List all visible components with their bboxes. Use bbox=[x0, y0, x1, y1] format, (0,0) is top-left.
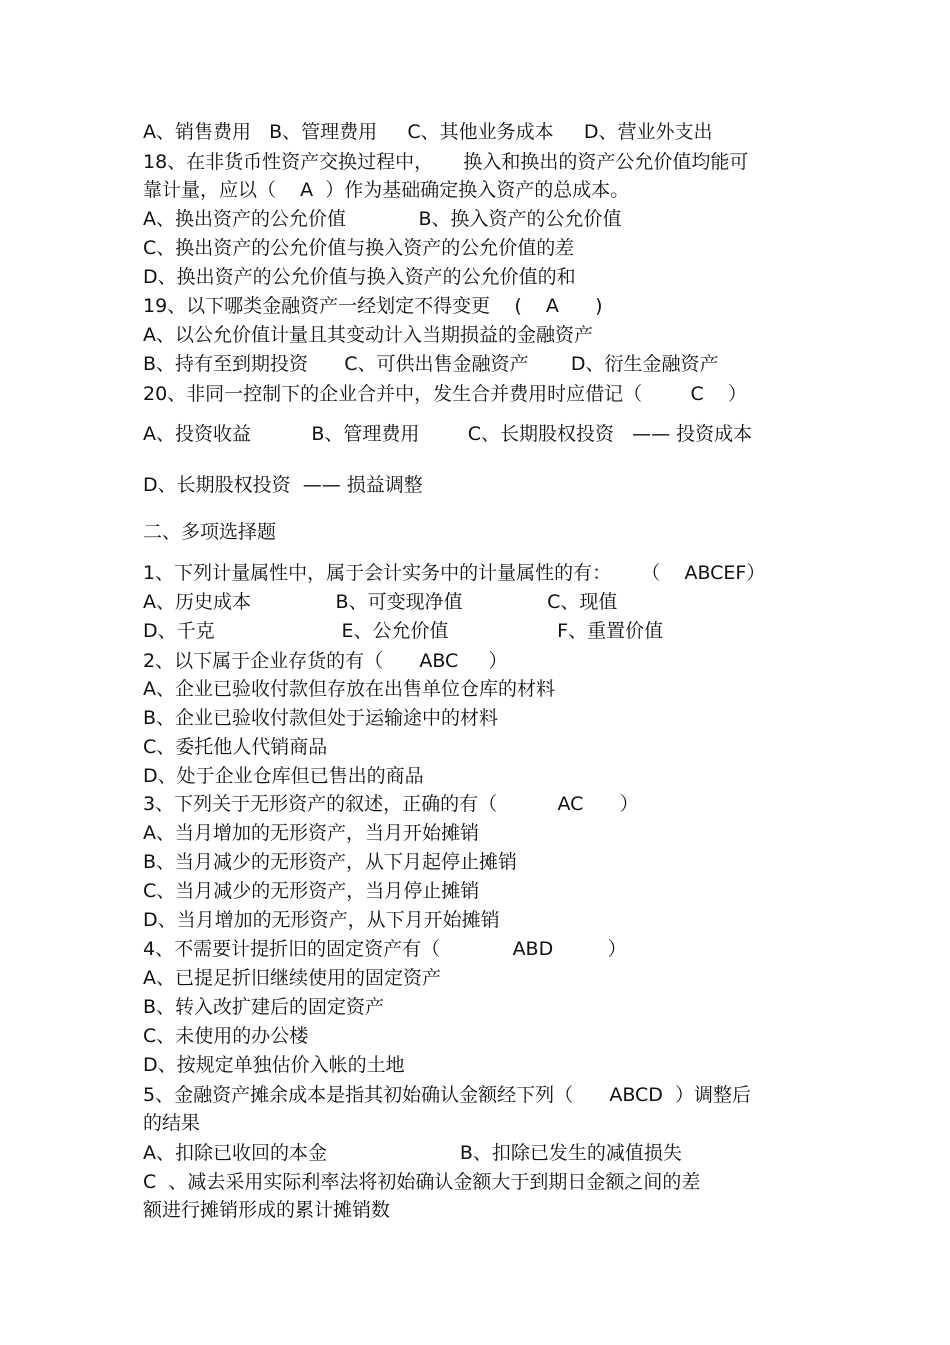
question-19: 19、以下哪类金融资产一经划定不得变更 ( A ) bbox=[143, 295, 603, 317]
question-m1: 1、下列计量属性中，属于会计实务中的计量属性的有： （ ABCEF） bbox=[143, 562, 766, 584]
question-18-line-1: 18、在非货币性资产交换过程中， 换入和换出的资产公允价值均能可 bbox=[143, 151, 749, 173]
question-18-line-2: 靠计量，应以（ A ）作为基础确定换入资产的总成本。 bbox=[143, 179, 630, 201]
option-line-q18-ab: A、换出资产的公允价值 B、换入资产的公允价值 bbox=[143, 208, 622, 230]
option-line-m4-d: D、按规定单独估价入帐的土地 bbox=[143, 1054, 405, 1076]
option-line-m2-d: D、处于企业仓库但已售出的商品 bbox=[143, 765, 424, 787]
option-line-m5-c-2: 额进行摊销形成的累计摊销数 bbox=[143, 1199, 391, 1221]
option-line-q19-bcd: B、持有至到期投资 C、可供出售金融资产 D、衍生金融资产 bbox=[143, 353, 719, 375]
option-line-m1-abc: A、历史成本 B、可变现净值 C、现值 bbox=[143, 591, 618, 613]
option-line-m5-ab: A、扣除已收回的本金 B、扣除已发生的减值损失 bbox=[143, 1142, 682, 1164]
section-heading-multiple-choice: 二、多项选择题 bbox=[143, 521, 277, 543]
question-m4: 4、不需要计提折旧的固定资产有（ ABD ） bbox=[143, 938, 627, 960]
option-line-q18-d: D、换出资产的公允价值与换入资产的公允价值的和 bbox=[143, 266, 576, 288]
question-m2: 2、以下属于企业存货的有（ ABC ） bbox=[143, 650, 508, 672]
option-line-m5-c-1: C 、减去采用实际利率法将初始确认金额大于到期日金额之间的差 bbox=[143, 1171, 701, 1193]
option-line-q18-c: C、换出资产的公允价值与换入资产的公允价值的差 bbox=[143, 237, 575, 259]
question-m5-line-1: 5、金融资产摊余成本是指其初始确认金额经下列（ ABCD ）调整后 bbox=[143, 1084, 752, 1106]
option-line-m1-def: D、千克 E、公允价值 F、重置价值 bbox=[143, 620, 664, 642]
question-m3: 3、下列关于无形资产的叙述，正确的有（ AC ） bbox=[143, 793, 639, 815]
option-line-m4-a: A、已提足折旧继续使用的固定资产 bbox=[143, 967, 441, 989]
option-line-m3-b: B、当月减少的无形资产，从下月起停止摊销 bbox=[143, 851, 518, 873]
option-line-m4-b: B、转入改扩建后的固定资产 bbox=[143, 996, 385, 1018]
option-line-m3-a: A、当月增加的无形资产，当月开始摊销 bbox=[143, 822, 479, 844]
option-line-m2-c: C、委托他人代销商品 bbox=[143, 736, 328, 758]
question-20: 20、非同一控制下的企业合并中，发生合并费用时应借记（ C ） bbox=[143, 383, 747, 405]
option-line-q20-d: D、长期股权投资 —— 损益调整 bbox=[143, 474, 423, 496]
option-line-m3-c: C、当月减少的无形资产，当月停止摊销 bbox=[143, 880, 480, 902]
option-line-m4-c: C、未使用的办公楼 bbox=[143, 1025, 309, 1047]
option-line-m3-d: D、当月增加的无形资产，从下月开始摊销 bbox=[143, 909, 500, 931]
question-m5-line-2: 的结果 bbox=[143, 1112, 201, 1134]
option-line-q17: A、销售费用 B、管理费用 C、其他业务成本 D、营业外支出 bbox=[143, 121, 713, 143]
option-line-q20-abc: A、投资收益 B、管理费用 C、长期股权投资 —— 投资成本 bbox=[143, 423, 753, 445]
option-line-m2-a: A、企业已验收付款但存放在出售单位仓库的材料 bbox=[143, 678, 555, 700]
option-line-q19-a: A、以公允价值计量且其变动计入当期损益的金融资产 bbox=[143, 324, 593, 346]
option-line-m2-b: B、企业已验收付款但处于运输途中的材料 bbox=[143, 707, 499, 729]
